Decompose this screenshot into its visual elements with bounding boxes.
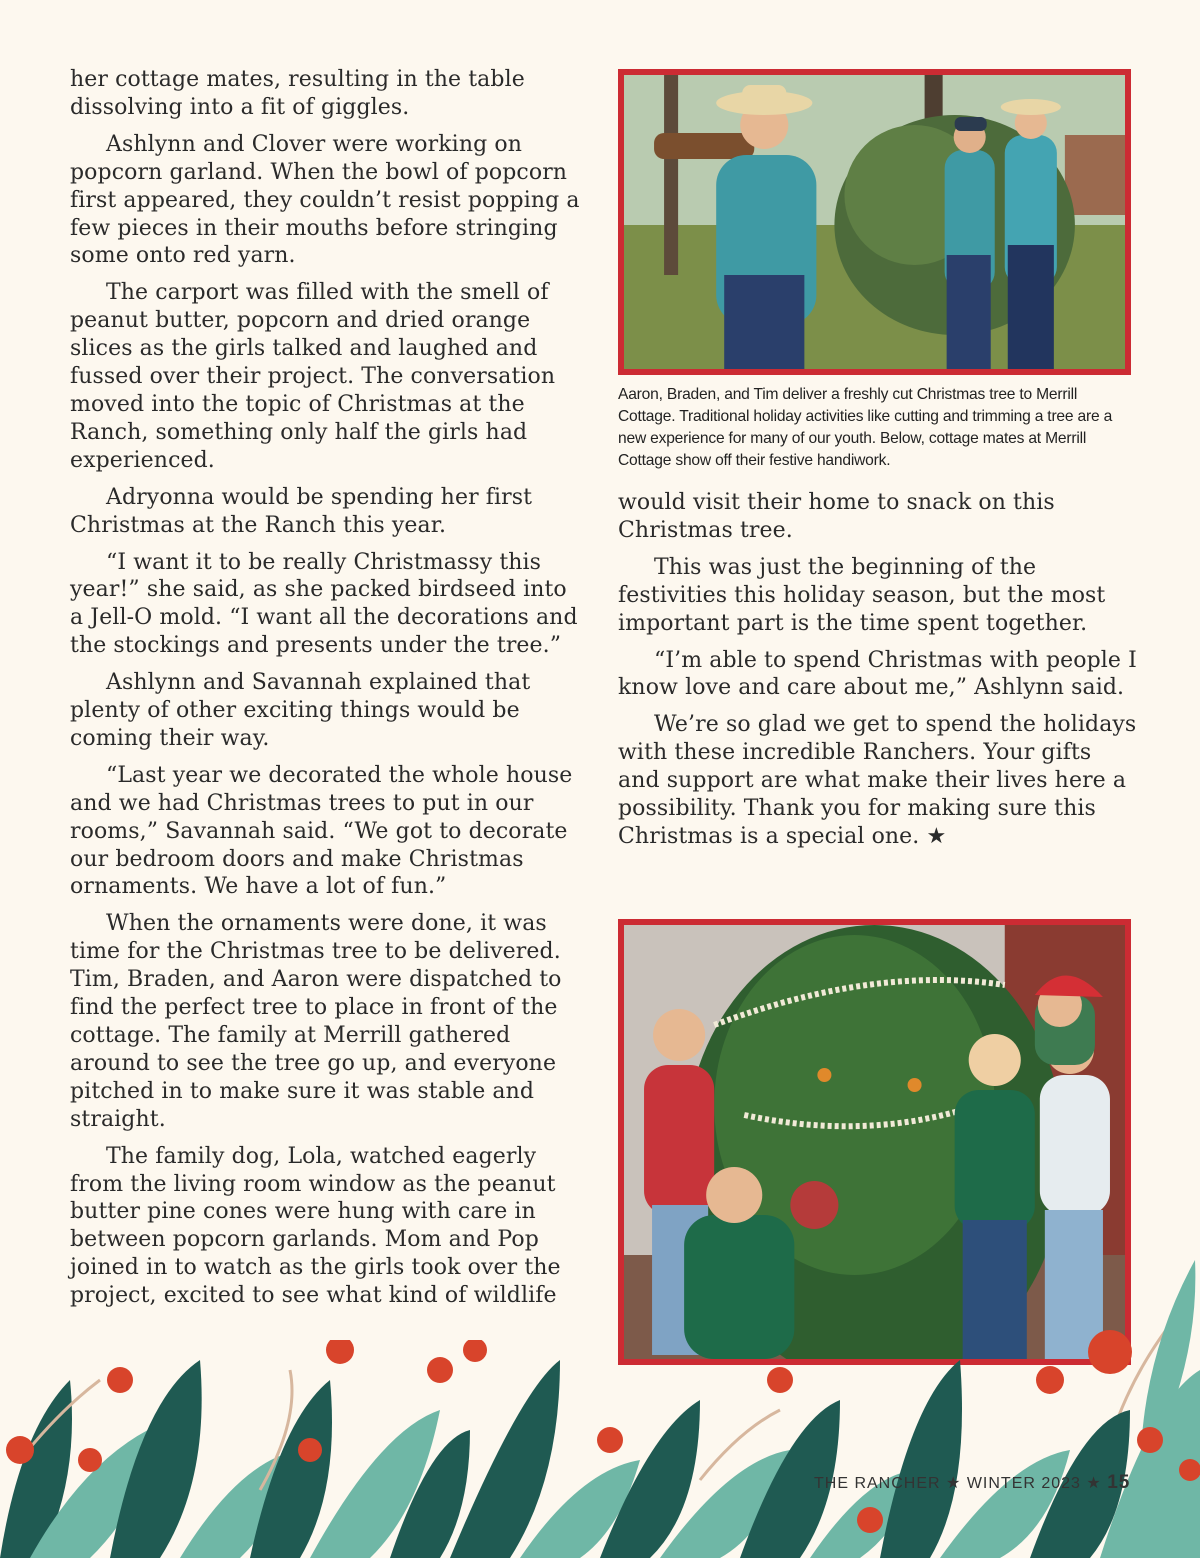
issue-label: WINTER 2023 bbox=[966, 1475, 1081, 1492]
paragraph: Ashlynn and Clover were working on popcorn garland. When the bowl of popcorn first appeared, they couldn’t resist popping a few pieces in their mouths before stringing some onto red yarn. bbox=[70, 131, 580, 269]
photo-girls-decorating-tree bbox=[618, 919, 1131, 1365]
publication-name: THE RANCHER bbox=[814, 1475, 941, 1492]
paragraph: When the ornaments were done, it was time for the Christmas tree to be delivered. Tim, Braden, and Aaron were dispatched to find the perfect tree to place in front of the cottage. The family at Merrill gathered around to see the tree go up, and everyone pitched in to make sure it was stable and straight. bbox=[70, 911, 562, 1132]
article-right-column bbox=[618, 489, 1138, 860]
paragraph: This was just the beginning of the festivities this holiday season, but the most important part is the time spent together. bbox=[618, 554, 1106, 636]
article-left-column bbox=[70, 66, 585, 1319]
paragraph: The family dog, Lola, watched eagerly from the living room window as the peanut butter pine cones were hung with care in between popcorn garlands. Mom and Pop joined in to watch as the girls took over the project, excited to see what kind of wildlife bbox=[70, 1143, 561, 1309]
photo-illustration bbox=[624, 75, 1125, 369]
page-number: 15 bbox=[1107, 1472, 1131, 1493]
paragraph: “Last year we decorated the whole house and we had Christmas trees to put in our rooms,” Savannah said. “We got to decorate our bedroom doors and make Christmas ornaments. We have a lot of fun.” bbox=[70, 762, 573, 900]
photo-caption: Aaron, Braden, and Tim deliver a freshly cut Christmas tree to Merrill Cottage. Traditional holiday activities like cutting and trimming a tree are a new experience for many of our youth. Below, cottage mates at Merrill Cottage show off their festive handiwork. bbox=[618, 386, 1113, 469]
page-footer bbox=[814, 1472, 1130, 1494]
paragraph: her cottage mates, resulting in the table dissolving into a fit of giggles. bbox=[70, 67, 525, 120]
paragraph: “I want it to be really Christmassy this year!” she said, as she packed birdseed into a Jell-O mold. “I want all the decorations and the stockings and presents under the tree.” bbox=[70, 549, 578, 659]
photo-illustration bbox=[624, 925, 1125, 1359]
paragraph: Ashlynn and Savannah explained that plenty of other exciting things would be coming their way. bbox=[70, 670, 531, 751]
photo-boys-carrying-tree bbox=[618, 69, 1131, 375]
decorative-foliage-border bbox=[0, 1340, 1200, 1558]
separator-star: ★ bbox=[946, 1475, 962, 1492]
separator-star: ★ bbox=[1086, 1475, 1102, 1492]
paragraph: would visit their home to snack on this Christmas tree. bbox=[618, 490, 1055, 543]
paragraph: The carport was filled with the smell of peanut butter, popcorn and dried orange slices as the girls talked and laughed and fussed over their project. The conversation moved into the topic of Christmas at the Ranch, something only half the girls had experienced. bbox=[70, 280, 556, 473]
paragraph: We’re so glad we get to spend the holidays with these incredible Ranchers. Your gifts and support are what make their lives here a possibility. Thank you for making sure this Christmas is a special one. ★ bbox=[618, 712, 1137, 849]
paragraph: “I’m able to spend Christmas with people I know love and care about me,” Ashlynn said. bbox=[618, 647, 1137, 701]
paragraph: Adryonna would be spending her first Christmas at the Ranch this year. bbox=[70, 484, 533, 538]
